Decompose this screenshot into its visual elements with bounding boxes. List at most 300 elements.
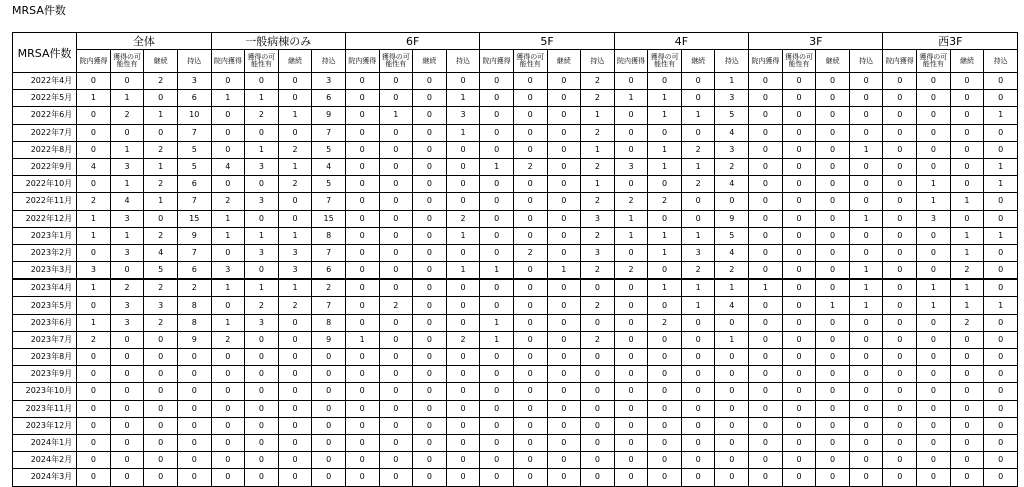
count-cell: 0 bbox=[379, 469, 413, 486]
count-cell: 2 bbox=[312, 279, 346, 297]
count-cell: 0 bbox=[648, 124, 682, 141]
count-cell: 7 bbox=[312, 244, 346, 261]
count-cell: 0 bbox=[413, 227, 447, 244]
count-cell: 2 bbox=[715, 262, 749, 280]
count-cell: 0 bbox=[816, 244, 850, 261]
count-cell: 2 bbox=[681, 262, 715, 280]
table-row bbox=[13, 193, 1018, 210]
subcolumn-header: 持込 bbox=[446, 50, 480, 73]
count-cell: 0 bbox=[345, 193, 379, 210]
month-cell: 2022年5月 bbox=[13, 90, 77, 107]
count-cell: 0 bbox=[413, 262, 447, 280]
count-cell: 2 bbox=[648, 193, 682, 210]
count-cell: 9 bbox=[312, 331, 346, 348]
count-cell: 0 bbox=[849, 90, 883, 107]
count-cell: 0 bbox=[480, 279, 514, 297]
count-cell: 1 bbox=[681, 158, 715, 175]
count-cell: 0 bbox=[345, 469, 379, 486]
count-cell: 2 bbox=[278, 176, 312, 193]
count-cell: 8 bbox=[177, 314, 211, 331]
count-cell: 0 bbox=[278, 383, 312, 400]
count-cell: 0 bbox=[816, 314, 850, 331]
count-cell: 0 bbox=[413, 383, 447, 400]
count-cell: 3 bbox=[177, 73, 211, 90]
count-cell: 2 bbox=[177, 279, 211, 297]
count-cell: 0 bbox=[849, 124, 883, 141]
count-cell: 0 bbox=[681, 417, 715, 434]
count-cell: 0 bbox=[782, 90, 816, 107]
count-cell: 0 bbox=[581, 349, 615, 366]
count-cell: 0 bbox=[480, 297, 514, 314]
count-cell: 0 bbox=[917, 366, 951, 383]
count-cell: 0 bbox=[379, 383, 413, 400]
count-cell: 0 bbox=[681, 193, 715, 210]
count-cell: 0 bbox=[413, 193, 447, 210]
count-cell: 0 bbox=[547, 331, 581, 348]
subcolumn-header: 獲得の可能性有 bbox=[648, 50, 682, 73]
count-cell: 0 bbox=[749, 349, 783, 366]
count-cell: 0 bbox=[211, 73, 245, 90]
count-cell: 9 bbox=[312, 107, 346, 124]
count-cell: 1 bbox=[681, 279, 715, 297]
count-cell: 3 bbox=[446, 107, 480, 124]
count-cell: 2 bbox=[144, 141, 178, 158]
count-cell: 0 bbox=[614, 244, 648, 261]
count-cell: 0 bbox=[379, 331, 413, 348]
count-cell: 0 bbox=[547, 314, 581, 331]
count-cell: 0 bbox=[681, 314, 715, 331]
count-cell: 0 bbox=[446, 383, 480, 400]
count-cell: 0 bbox=[446, 279, 480, 297]
count-cell: 0 bbox=[849, 366, 883, 383]
count-cell: 0 bbox=[849, 73, 883, 90]
count-cell: 2 bbox=[144, 73, 178, 90]
count-cell: 0 bbox=[245, 383, 279, 400]
count-cell: 1 bbox=[110, 176, 144, 193]
group-header: 4F bbox=[614, 33, 748, 50]
month-cell: 2022年4月 bbox=[13, 73, 77, 90]
count-cell: 0 bbox=[345, 90, 379, 107]
count-cell: 0 bbox=[110, 349, 144, 366]
count-cell: 0 bbox=[513, 227, 547, 244]
count-cell: 0 bbox=[984, 244, 1018, 261]
count-cell: 0 bbox=[581, 366, 615, 383]
count-cell: 1 bbox=[648, 158, 682, 175]
subcolumn-header: 継続 bbox=[413, 50, 447, 73]
count-cell: 4 bbox=[715, 244, 749, 261]
subcolumn-header: 獲得の可能性有 bbox=[917, 50, 951, 73]
count-cell: 4 bbox=[312, 158, 346, 175]
count-cell: 5 bbox=[144, 262, 178, 280]
count-cell: 0 bbox=[950, 73, 984, 90]
count-cell: 1 bbox=[648, 90, 682, 107]
count-cell: 1 bbox=[581, 176, 615, 193]
count-cell: 0 bbox=[480, 400, 514, 417]
month-cell: 2024年1月 bbox=[13, 434, 77, 451]
count-cell: 0 bbox=[379, 244, 413, 261]
count-cell: 0 bbox=[749, 366, 783, 383]
count-cell: 0 bbox=[77, 400, 111, 417]
count-cell: 2 bbox=[581, 331, 615, 348]
count-cell: 8 bbox=[177, 297, 211, 314]
count-cell: 9 bbox=[715, 210, 749, 227]
count-cell: 0 bbox=[648, 349, 682, 366]
count-cell: 0 bbox=[749, 227, 783, 244]
count-cell: 3 bbox=[110, 297, 144, 314]
count-cell: 0 bbox=[849, 158, 883, 175]
month-cell: 2022年6月 bbox=[13, 107, 77, 124]
count-cell: 0 bbox=[177, 366, 211, 383]
count-cell: 0 bbox=[782, 158, 816, 175]
count-cell: 0 bbox=[77, 244, 111, 261]
count-cell: 0 bbox=[917, 400, 951, 417]
count-cell: 0 bbox=[413, 279, 447, 297]
count-cell: 0 bbox=[345, 244, 379, 261]
count-cell: 0 bbox=[782, 244, 816, 261]
count-cell: 0 bbox=[345, 141, 379, 158]
count-cell: 0 bbox=[648, 210, 682, 227]
count-cell: 2 bbox=[211, 193, 245, 210]
count-cell: 0 bbox=[379, 90, 413, 107]
count-cell: 0 bbox=[345, 124, 379, 141]
count-cell: 0 bbox=[110, 452, 144, 469]
count-cell: 0 bbox=[480, 193, 514, 210]
count-cell: 0 bbox=[144, 210, 178, 227]
count-cell: 3 bbox=[110, 158, 144, 175]
count-cell: 3 bbox=[110, 210, 144, 227]
count-cell: 0 bbox=[984, 383, 1018, 400]
count-cell: 0 bbox=[413, 176, 447, 193]
month-cell: 2024年3月 bbox=[13, 469, 77, 486]
count-cell: 0 bbox=[547, 349, 581, 366]
count-cell: 2 bbox=[648, 314, 682, 331]
count-cell: 2 bbox=[581, 227, 615, 244]
count-cell: 0 bbox=[547, 210, 581, 227]
count-cell: 0 bbox=[110, 73, 144, 90]
count-cell: 0 bbox=[278, 469, 312, 486]
count-cell: 0 bbox=[211, 434, 245, 451]
count-cell: 0 bbox=[413, 469, 447, 486]
subcolumn-header: 獲得の可能性有 bbox=[245, 50, 279, 73]
count-cell: 2 bbox=[581, 158, 615, 175]
count-cell: 0 bbox=[917, 158, 951, 175]
count-cell: 2 bbox=[77, 331, 111, 348]
count-cell: 2 bbox=[614, 193, 648, 210]
count-cell: 0 bbox=[614, 124, 648, 141]
table-row bbox=[13, 176, 1018, 193]
count-cell: 0 bbox=[245, 366, 279, 383]
count-cell: 1 bbox=[950, 279, 984, 297]
count-cell: 0 bbox=[984, 279, 1018, 297]
group-header: 全体 bbox=[77, 33, 211, 50]
table-row bbox=[13, 244, 1018, 261]
count-cell: 3 bbox=[110, 314, 144, 331]
count-cell: 0 bbox=[513, 279, 547, 297]
count-cell: 0 bbox=[749, 210, 783, 227]
count-cell: 0 bbox=[816, 90, 850, 107]
count-cell: 9 bbox=[177, 331, 211, 348]
count-cell: 0 bbox=[413, 434, 447, 451]
count-cell: 0 bbox=[749, 383, 783, 400]
count-cell: 0 bbox=[446, 400, 480, 417]
count-cell: 0 bbox=[816, 383, 850, 400]
count-cell: 3 bbox=[77, 262, 111, 280]
count-cell: 2 bbox=[144, 176, 178, 193]
count-cell: 2 bbox=[950, 262, 984, 280]
count-cell: 0 bbox=[480, 417, 514, 434]
table-row bbox=[13, 210, 1018, 227]
table-row bbox=[13, 141, 1018, 158]
count-cell: 1 bbox=[345, 331, 379, 348]
count-cell: 2 bbox=[278, 141, 312, 158]
count-cell: 0 bbox=[883, 434, 917, 451]
count-cell: 0 bbox=[648, 297, 682, 314]
count-cell: 0 bbox=[984, 210, 1018, 227]
count-cell: 0 bbox=[614, 349, 648, 366]
count-cell: 0 bbox=[345, 107, 379, 124]
count-cell: 0 bbox=[547, 469, 581, 486]
group-header: 3F bbox=[749, 33, 883, 50]
count-cell: 0 bbox=[245, 262, 279, 280]
subcolumn-header: 獲得の可能性有 bbox=[110, 50, 144, 73]
count-cell: 0 bbox=[278, 452, 312, 469]
count-cell: 0 bbox=[614, 141, 648, 158]
count-cell: 1 bbox=[648, 107, 682, 124]
count-cell: 0 bbox=[581, 279, 615, 297]
count-cell: 0 bbox=[883, 158, 917, 175]
count-cell: 0 bbox=[816, 227, 850, 244]
count-cell: 0 bbox=[513, 262, 547, 280]
count-cell: 0 bbox=[581, 452, 615, 469]
count-cell: 0 bbox=[77, 141, 111, 158]
count-cell: 0 bbox=[917, 73, 951, 90]
count-cell: 0 bbox=[849, 314, 883, 331]
count-cell: 0 bbox=[681, 210, 715, 227]
count-cell: 0 bbox=[211, 107, 245, 124]
count-cell: 0 bbox=[413, 331, 447, 348]
count-cell: 2 bbox=[581, 73, 615, 90]
count-cell: 0 bbox=[816, 262, 850, 280]
month-cell: 2022年8月 bbox=[13, 141, 77, 158]
count-cell: 0 bbox=[413, 141, 447, 158]
count-cell: 2 bbox=[144, 314, 178, 331]
count-cell: 0 bbox=[917, 227, 951, 244]
count-cell: 1 bbox=[816, 297, 850, 314]
count-cell: 0 bbox=[379, 417, 413, 434]
month-cell: 2023年7月 bbox=[13, 331, 77, 348]
subcolumn-header: 継続 bbox=[816, 50, 850, 73]
count-cell: 0 bbox=[883, 349, 917, 366]
count-cell: 0 bbox=[782, 124, 816, 141]
count-cell: 0 bbox=[648, 73, 682, 90]
count-cell: 0 bbox=[883, 366, 917, 383]
count-cell: 0 bbox=[917, 349, 951, 366]
subcolumn-header: 持込 bbox=[581, 50, 615, 73]
count-cell: 0 bbox=[446, 297, 480, 314]
table-row bbox=[13, 90, 1018, 107]
count-cell: 0 bbox=[379, 158, 413, 175]
count-cell: 0 bbox=[614, 279, 648, 297]
count-cell: 0 bbox=[681, 469, 715, 486]
count-cell: 0 bbox=[446, 434, 480, 451]
count-cell: 1 bbox=[77, 314, 111, 331]
count-cell: 0 bbox=[984, 262, 1018, 280]
count-cell: 0 bbox=[715, 349, 749, 366]
count-cell: 0 bbox=[547, 434, 581, 451]
month-cell: 2024年2月 bbox=[13, 452, 77, 469]
count-cell: 0 bbox=[849, 400, 883, 417]
group-header: 一般病棟のみ bbox=[211, 33, 345, 50]
count-cell: 2 bbox=[110, 279, 144, 297]
count-cell: 0 bbox=[950, 383, 984, 400]
count-cell: 4 bbox=[715, 297, 749, 314]
count-cell: 1 bbox=[849, 297, 883, 314]
count-cell: 0 bbox=[984, 434, 1018, 451]
count-cell: 0 bbox=[379, 193, 413, 210]
count-cell: 0 bbox=[749, 193, 783, 210]
count-cell: 0 bbox=[245, 434, 279, 451]
count-cell: 0 bbox=[984, 314, 1018, 331]
count-cell: 7 bbox=[177, 244, 211, 261]
month-cell: 2022年9月 bbox=[13, 158, 77, 175]
count-cell: 0 bbox=[883, 383, 917, 400]
count-cell: 0 bbox=[681, 331, 715, 348]
count-cell: 0 bbox=[77, 452, 111, 469]
count-cell: 0 bbox=[917, 417, 951, 434]
count-cell: 0 bbox=[446, 176, 480, 193]
count-cell: 3 bbox=[581, 244, 615, 261]
count-cell: 0 bbox=[917, 469, 951, 486]
count-cell: 1 bbox=[614, 227, 648, 244]
count-cell: 0 bbox=[413, 297, 447, 314]
month-cell: 2022年10月 bbox=[13, 176, 77, 193]
count-cell: 0 bbox=[278, 314, 312, 331]
count-cell: 1 bbox=[849, 279, 883, 297]
subcolumn-header: 継続 bbox=[547, 50, 581, 73]
count-cell: 1 bbox=[581, 141, 615, 158]
count-cell: 0 bbox=[849, 227, 883, 244]
count-cell: 0 bbox=[413, 210, 447, 227]
count-cell: 0 bbox=[144, 366, 178, 383]
mrsa-count-table bbox=[12, 32, 1018, 487]
count-cell: 0 bbox=[782, 262, 816, 280]
count-cell: 1 bbox=[749, 279, 783, 297]
count-cell: 0 bbox=[849, 452, 883, 469]
count-cell: 1 bbox=[446, 227, 480, 244]
count-cell: 0 bbox=[883, 297, 917, 314]
count-cell: 0 bbox=[614, 107, 648, 124]
count-cell: 0 bbox=[917, 262, 951, 280]
count-cell: 0 bbox=[110, 124, 144, 141]
count-cell: 0 bbox=[278, 400, 312, 417]
count-cell: 0 bbox=[749, 158, 783, 175]
count-cell: 0 bbox=[345, 210, 379, 227]
count-cell: 1 bbox=[245, 279, 279, 297]
count-cell: 1 bbox=[648, 227, 682, 244]
count-cell: 0 bbox=[749, 469, 783, 486]
count-cell: 0 bbox=[547, 279, 581, 297]
count-cell: 0 bbox=[77, 176, 111, 193]
count-cell: 0 bbox=[446, 469, 480, 486]
count-cell: 0 bbox=[413, 244, 447, 261]
count-cell: 4 bbox=[715, 176, 749, 193]
month-cell: 2023年12月 bbox=[13, 417, 77, 434]
count-cell: 3 bbox=[245, 158, 279, 175]
subcolumn-header: 院内獲得 bbox=[77, 50, 111, 73]
count-cell: 7 bbox=[312, 297, 346, 314]
count-cell: 0 bbox=[648, 331, 682, 348]
count-cell: 2 bbox=[581, 297, 615, 314]
table-row bbox=[13, 434, 1018, 451]
count-cell: 0 bbox=[782, 279, 816, 297]
count-cell: 0 bbox=[345, 314, 379, 331]
count-cell: 1 bbox=[110, 90, 144, 107]
count-cell: 0 bbox=[480, 73, 514, 90]
count-cell: 0 bbox=[950, 349, 984, 366]
count-cell: 0 bbox=[278, 73, 312, 90]
count-cell: 0 bbox=[345, 366, 379, 383]
count-cell: 0 bbox=[446, 349, 480, 366]
count-cell: 0 bbox=[312, 469, 346, 486]
count-cell: 1 bbox=[480, 314, 514, 331]
count-cell: 0 bbox=[144, 417, 178, 434]
count-cell: 0 bbox=[110, 383, 144, 400]
count-cell: 1 bbox=[245, 90, 279, 107]
count-cell: 2 bbox=[144, 227, 178, 244]
count-cell: 1 bbox=[547, 262, 581, 280]
count-cell: 0 bbox=[513, 297, 547, 314]
count-cell: 0 bbox=[849, 383, 883, 400]
count-cell: 0 bbox=[950, 210, 984, 227]
count-cell: 0 bbox=[177, 417, 211, 434]
table-row bbox=[13, 400, 1018, 417]
count-cell: 1 bbox=[614, 90, 648, 107]
count-cell: 0 bbox=[413, 400, 447, 417]
count-cell: 0 bbox=[77, 469, 111, 486]
count-cell: 0 bbox=[245, 452, 279, 469]
count-cell: 0 bbox=[345, 73, 379, 90]
count-cell: 0 bbox=[144, 349, 178, 366]
count-cell: 0 bbox=[749, 400, 783, 417]
count-cell: 7 bbox=[177, 124, 211, 141]
count-cell: 1 bbox=[480, 262, 514, 280]
count-cell: 0 bbox=[648, 417, 682, 434]
count-cell: 0 bbox=[413, 314, 447, 331]
subcolumn-header: 持込 bbox=[715, 50, 749, 73]
count-cell: 0 bbox=[749, 90, 783, 107]
count-cell: 0 bbox=[715, 314, 749, 331]
count-cell: 0 bbox=[715, 417, 749, 434]
count-cell: 0 bbox=[614, 383, 648, 400]
count-cell: 0 bbox=[849, 434, 883, 451]
count-cell: 0 bbox=[144, 400, 178, 417]
count-cell: 0 bbox=[883, 279, 917, 297]
count-cell: 0 bbox=[77, 434, 111, 451]
count-cell: 4 bbox=[211, 158, 245, 175]
count-cell: 0 bbox=[110, 400, 144, 417]
table-row bbox=[13, 349, 1018, 366]
count-cell: 0 bbox=[144, 452, 178, 469]
count-cell: 0 bbox=[614, 73, 648, 90]
count-cell: 0 bbox=[681, 400, 715, 417]
count-cell: 0 bbox=[547, 417, 581, 434]
count-cell: 0 bbox=[614, 434, 648, 451]
count-cell: 3 bbox=[581, 210, 615, 227]
group-header: 西3F bbox=[883, 33, 1018, 50]
group-header: 6F bbox=[345, 33, 479, 50]
count-cell: 0 bbox=[312, 417, 346, 434]
count-cell: 0 bbox=[816, 366, 850, 383]
